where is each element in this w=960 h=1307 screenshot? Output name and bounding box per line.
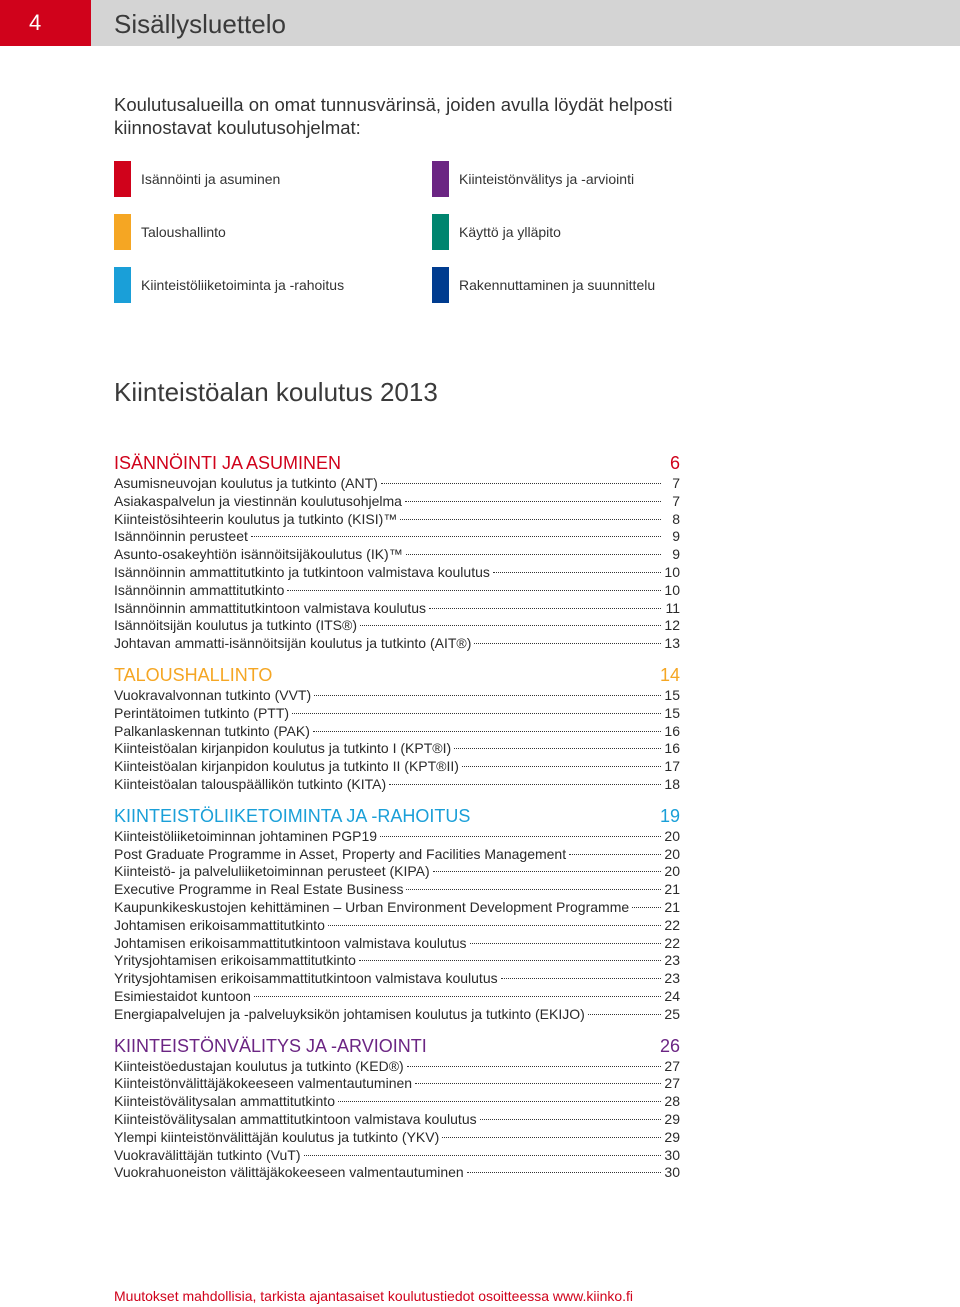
toc-entry[interactable]	[114, 1147, 680, 1165]
entry-title: Johtamisen erikoisammattitutkinto	[114, 916, 325, 933]
table-of-contents	[114, 452, 680, 1193]
intro-text: Koulutusalueilla on omat tunnusvärinsä, joiden avulla löydät helposti kiinnostavat koulutusohjelmat:	[114, 94, 673, 138]
section-title: TALOUSHALLINTO	[114, 664, 273, 685]
legend-swatch	[114, 267, 131, 303]
dot-leader	[569, 854, 661, 855]
legend-label: Taloushallinto	[141, 224, 226, 240]
entry-title: Isännöinnin ammattitutkinto ja tutkintoon valmistava koulutus	[114, 563, 490, 580]
toc-entry[interactable]	[114, 988, 680, 1006]
dot-leader	[304, 1155, 662, 1156]
dot-leader	[501, 978, 661, 979]
entry-page: 27	[664, 1075, 680, 1092]
entry-page: 10	[664, 581, 680, 598]
entry-page: 9	[672, 546, 680, 563]
section-page: 26	[659, 1035, 680, 1056]
toc-entry[interactable]	[114, 917, 680, 935]
section-heading[interactable]	[114, 805, 680, 828]
entry-page: 15	[664, 686, 680, 703]
toc-entry[interactable]	[114, 600, 680, 618]
dot-leader	[314, 695, 661, 696]
entry-title: Kiinteistövälitysalan ammattitutkintoon valmistava koulutus	[114, 1110, 477, 1127]
entry-page: 8	[672, 510, 680, 527]
toc-entry[interactable]	[114, 493, 680, 511]
legend-label: Käyttö ja ylläpito	[459, 224, 561, 240]
toc-entry[interactable]	[114, 899, 680, 917]
entry-title: Kiinteistönvälittäjäkokeeseen valmentautuminen	[114, 1075, 413, 1092]
legend-item	[432, 214, 561, 250]
section-page: 19	[659, 805, 680, 826]
entry-page: 25	[664, 1005, 680, 1022]
legend-swatch	[114, 161, 131, 197]
toc-entry[interactable]	[114, 687, 680, 705]
entry-title: Perintätoimen tutkinto (PTT)	[114, 704, 290, 721]
entry-title: Kiinteistösihteerin koulutus ja tutkinto (KISI)™	[114, 510, 398, 527]
legend-item	[432, 161, 634, 197]
section-heading[interactable]	[114, 1035, 680, 1058]
toc-entry[interactable]	[114, 740, 680, 758]
entry-page: 21	[664, 898, 680, 915]
dot-leader	[470, 943, 662, 944]
toc-entry[interactable]	[114, 1075, 680, 1093]
entry-title: Kiinteistöedustajan koulutus ja tutkinto (KED®)	[114, 1057, 404, 1074]
toc-entry[interactable]	[114, 723, 680, 741]
entry-title: Kiinteistövälitysalan ammattitutkinto	[114, 1093, 335, 1110]
dot-leader	[415, 1083, 661, 1084]
entry-page: 29	[664, 1128, 680, 1145]
entry-title: Kiinteistöalan talouspäällikön tutkinto (KITA)	[114, 775, 387, 792]
entry-title: Kiinteistö- ja palveluliiketoiminnan perusteet (KIPA)	[114, 863, 430, 880]
toc-entry[interactable]	[114, 582, 680, 600]
toc-section	[114, 1035, 680, 1183]
section-heading[interactable]	[114, 664, 680, 687]
entry-page: 20	[664, 863, 680, 880]
dot-leader	[313, 731, 661, 732]
entry-title: Isännöitsijän koulutus ja tutkinto (ITS®)	[114, 617, 357, 634]
entry-page: 16	[664, 740, 680, 757]
entry-page: 7	[672, 475, 680, 491]
page-number: 4	[0, 0, 91, 46]
toc-entry[interactable]	[114, 846, 680, 864]
entry-page: 23	[664, 970, 680, 987]
toc-entry[interactable]	[114, 1006, 680, 1024]
dot-leader	[406, 554, 661, 555]
dot-leader	[442, 1137, 661, 1138]
entry-title: Kiinteistöliiketoiminnan johtaminen PGP19	[114, 827, 378, 844]
toc-entry[interactable]	[114, 528, 680, 546]
legend-label: Kiinteistöliiketoiminta ja -rahoitus	[141, 277, 345, 293]
dot-leader	[380, 836, 661, 837]
section-page: 14	[659, 664, 680, 685]
toc-entry[interactable]	[114, 546, 680, 564]
entry-title: Kiinteistöalan kirjanpidon koulutus ja tutkinto II (KPT®II)	[114, 758, 459, 775]
entry-title: Asumisneuvojan koulutus ja tutkinto (ANT)	[114, 475, 378, 491]
toc-section	[114, 452, 680, 653]
dot-leader	[588, 1014, 661, 1015]
dot-leader	[454, 748, 661, 749]
entry-page: 30	[664, 1164, 680, 1181]
dot-leader	[433, 871, 661, 872]
toc-entry[interactable]	[114, 564, 680, 582]
toc-entry[interactable]	[114, 863, 680, 881]
dot-leader	[400, 519, 661, 520]
entry-title: Kiinteistöalan kirjanpidon koulutus ja tutkinto I (KPT®I)	[114, 740, 452, 757]
dot-leader	[328, 925, 661, 926]
dot-leader	[405, 501, 661, 502]
entry-page: 13	[664, 635, 680, 652]
entry-page: 24	[664, 987, 680, 1004]
toc-entry[interactable]	[114, 617, 680, 635]
entry-title: Yritysjohtamisen erikoisammattitutkintoon valmistava koulutus	[114, 970, 498, 987]
entry-page: 17	[664, 758, 680, 775]
toc-entry[interactable]	[114, 1058, 680, 1076]
toc-entry[interactable]	[114, 1093, 680, 1111]
legend-item	[432, 267, 655, 303]
legend-swatch	[432, 267, 449, 303]
toc-heading: Kiinteistöalan koulutus 2013	[114, 377, 438, 407]
page-title: Sisällysluettelo	[114, 9, 286, 39]
dot-leader	[406, 889, 661, 890]
dot-leader	[462, 766, 661, 767]
dot-leader	[429, 608, 661, 609]
entry-page: 22	[664, 916, 680, 933]
footer-note: Muutokset mahdollisia, tarkista ajantasaiset koulutustiedot osoitteessa www.kiinko.fi	[114, 1288, 634, 1304]
dot-leader	[632, 907, 661, 908]
entry-title: Yritysjohtamisen erikoisammattitutkinto	[114, 952, 356, 969]
dot-leader	[407, 1066, 661, 1067]
entry-title: Vuokrahuoneiston välittäjäkokeeseen valmentautuminen	[114, 1164, 464, 1181]
toc-entry[interactable]	[114, 758, 680, 776]
entry-page: 9	[672, 528, 680, 545]
toc-entry[interactable]	[114, 935, 680, 953]
entry-title: Ylempi kiinteistönvälittäjän koulutus ja tutkinto (YKV)	[114, 1128, 440, 1145]
toc-entry[interactable]	[114, 705, 680, 723]
entry-page: 23	[664, 952, 680, 969]
entry-title: Isännöinnin perusteet	[114, 528, 248, 545]
toc-entry[interactable]	[114, 776, 680, 794]
dot-leader	[480, 1119, 661, 1120]
entry-page: 29	[664, 1110, 680, 1127]
dot-leader	[251, 536, 661, 537]
entry-page: 7	[672, 492, 680, 509]
toc-entry[interactable]	[114, 1164, 680, 1182]
entry-page: 28	[664, 1093, 680, 1110]
section-title: ISÄNNÖINTI JA ASUMINEN	[114, 453, 342, 473]
entry-page: 15	[664, 704, 680, 721]
entry-title: Vuokravälittäjän tutkinto (VuT)	[114, 1146, 301, 1163]
entry-title: Asiakaspalvelun ja viestinnän koulutusohjelma	[114, 492, 402, 509]
entry-title: Asunto-osakeyhtiön isännöitsijäkoulutus (IK)™	[114, 546, 403, 563]
legend-label: Kiinteistönvälitys ja -arviointi	[459, 171, 635, 187]
entry-page: 20	[664, 845, 680, 862]
dot-leader	[360, 625, 661, 626]
toc-section	[114, 805, 680, 1024]
toc-entry[interactable]	[114, 635, 680, 653]
entry-title: Isännöinnin ammattitutkintoon valmistava koulutus	[114, 599, 427, 616]
dot-leader	[359, 960, 661, 961]
dot-leader	[292, 713, 661, 714]
toc-entry[interactable]	[114, 1111, 680, 1129]
entry-title: Vuokravalvonnan tutkinto (VVT)	[114, 686, 312, 703]
legend-item	[114, 214, 226, 250]
dot-leader	[254, 996, 661, 997]
dot-leader	[338, 1101, 661, 1102]
legend-swatch	[432, 161, 449, 197]
dot-leader	[493, 572, 661, 573]
toc-entry[interactable]	[114, 970, 680, 988]
section-title: KIINTEISTÖNVÄLITYS JA -ARVIOINTI	[114, 1035, 427, 1056]
toc-entry[interactable]	[114, 952, 680, 970]
entry-page: 27	[664, 1057, 680, 1074]
toc-entry[interactable]	[114, 1129, 680, 1147]
entry-title: Esimiestaidot kuntoon	[114, 987, 251, 1004]
entry-page: 22	[664, 934, 680, 951]
entry-title: Kaupunkikeskustojen kehittäminen – Urban Environment Development Programme	[114, 898, 630, 915]
legend-item	[114, 161, 280, 197]
dot-leader	[474, 643, 661, 644]
legend-label: Rakennuttaminen ja suunnittelu	[459, 277, 656, 293]
entry-page: 11	[665, 599, 680, 616]
section-heading[interactable]	[114, 452, 680, 475]
entry-title: Johtavan ammatti-isännöitsijän koulutus ja tutkinto (AIT®)	[114, 635, 472, 652]
entry-title: Post Graduate Programme in Asset, Property and Facilities Management	[114, 845, 567, 862]
entry-page: 18	[664, 775, 680, 792]
entry-page: 21	[664, 881, 680, 898]
toc-entry[interactable]	[114, 511, 680, 529]
entry-page: 12	[664, 617, 680, 634]
toc-entry[interactable]	[114, 475, 680, 493]
toc-entry[interactable]	[114, 828, 680, 846]
entry-title: Johtamisen erikoisammattitutkintoon valmistava koulutus	[114, 934, 467, 951]
entry-title: Energiapalvelujen ja -palveluyksikön johtamisen koulutus ja tutkinto (EKIJO)	[114, 1005, 585, 1022]
toc-entry[interactable]	[114, 881, 680, 899]
legend-label: Isännöinti ja asuminen	[141, 171, 281, 187]
legend-swatch	[114, 214, 131, 250]
entry-page: 30	[664, 1146, 680, 1163]
legend-swatch	[432, 214, 449, 250]
entry-title: Isännöinnin ammattitutkinto	[114, 581, 285, 598]
entry-page: 20	[664, 827, 680, 844]
entry-title: Executive Programme in Real Estate Business	[114, 881, 404, 898]
dot-leader	[389, 784, 661, 785]
dot-leader	[287, 590, 661, 591]
dot-leader	[381, 483, 661, 484]
entry-title: Palkanlaskennan tutkinto (PAK)	[114, 722, 310, 739]
legend-item	[114, 267, 344, 303]
section-title: KIINTEISTÖLIIKETOIMINTA JA -RAHOITUS	[114, 805, 471, 826]
dot-leader	[467, 1172, 661, 1173]
toc-section	[114, 664, 680, 794]
section-page: 6	[669, 453, 680, 473]
entry-page: 10	[664, 563, 680, 580]
entry-page: 16	[664, 722, 680, 739]
